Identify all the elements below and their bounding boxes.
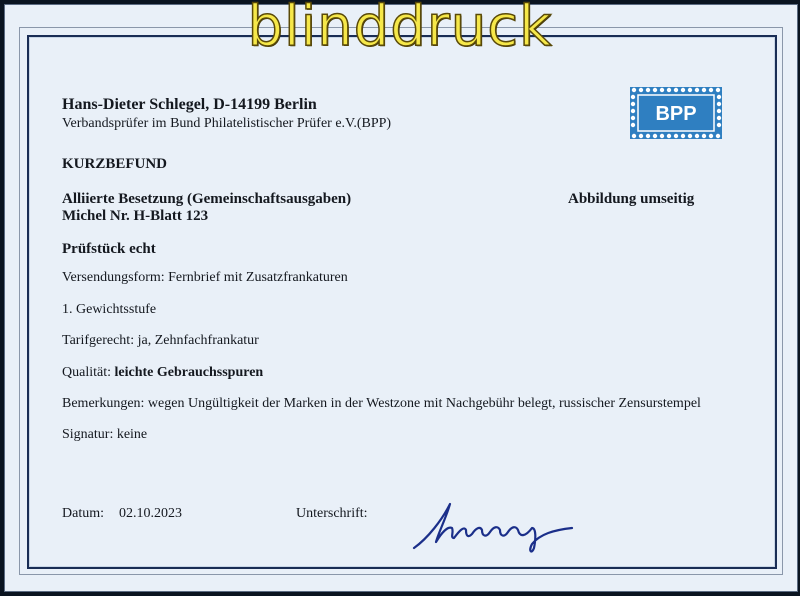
watermark-text: blinddruck bbox=[247, 0, 553, 59]
signature-label: Unterschrift: bbox=[296, 506, 368, 521]
handwritten-signature-icon bbox=[408, 498, 578, 558]
bpp-logo-icon bbox=[630, 87, 722, 139]
shipping-form: Versendungsform: Fernbrief mit Zusatzfrankaturen bbox=[62, 270, 348, 285]
comma: , bbox=[205, 96, 214, 113]
remarks: Bemerkungen: wegen Ungültigkeit der Marken in der Westzone mit Nachgebühr belegt, russischer Zensurstempel bbox=[62, 396, 701, 411]
document-title: KURZBEFUND bbox=[62, 156, 168, 172]
quality-label: Qualität: bbox=[62, 365, 111, 380]
date-value: 02.10.2023 bbox=[119, 506, 182, 521]
signature-marks: Signatur: keine bbox=[62, 427, 148, 442]
examiner-name: Hans-Dieter Schlegel bbox=[62, 96, 206, 113]
image-note: Abbildung umseitig bbox=[568, 191, 695, 207]
quality-value: leichte Gebrauchsspuren bbox=[114, 365, 264, 380]
examiner-line bbox=[62, 96, 317, 114]
weight-class: 1. Gewichtsstufe bbox=[62, 302, 157, 317]
catalog-number: Michel Nr. H-Blatt 123 bbox=[62, 208, 209, 224]
quality-line bbox=[62, 365, 263, 381]
examiner-affiliation: Verbandsprüfer im Bund Philatelistischer Prüfer e.V.(BPP) bbox=[62, 116, 392, 131]
examiner-address: D-14199 Berlin bbox=[213, 96, 317, 113]
collecting-area: Alliierte Besetzung (Gemeinschaftsausgaben) bbox=[62, 191, 352, 207]
bpp-logo-text: BPP bbox=[655, 103, 697, 125]
verdict: Prüfstück echt bbox=[62, 241, 156, 257]
date-label: Datum: bbox=[62, 506, 104, 521]
tariff: Tarifgerecht: ja, Zehnfachfrankatur bbox=[62, 333, 259, 348]
